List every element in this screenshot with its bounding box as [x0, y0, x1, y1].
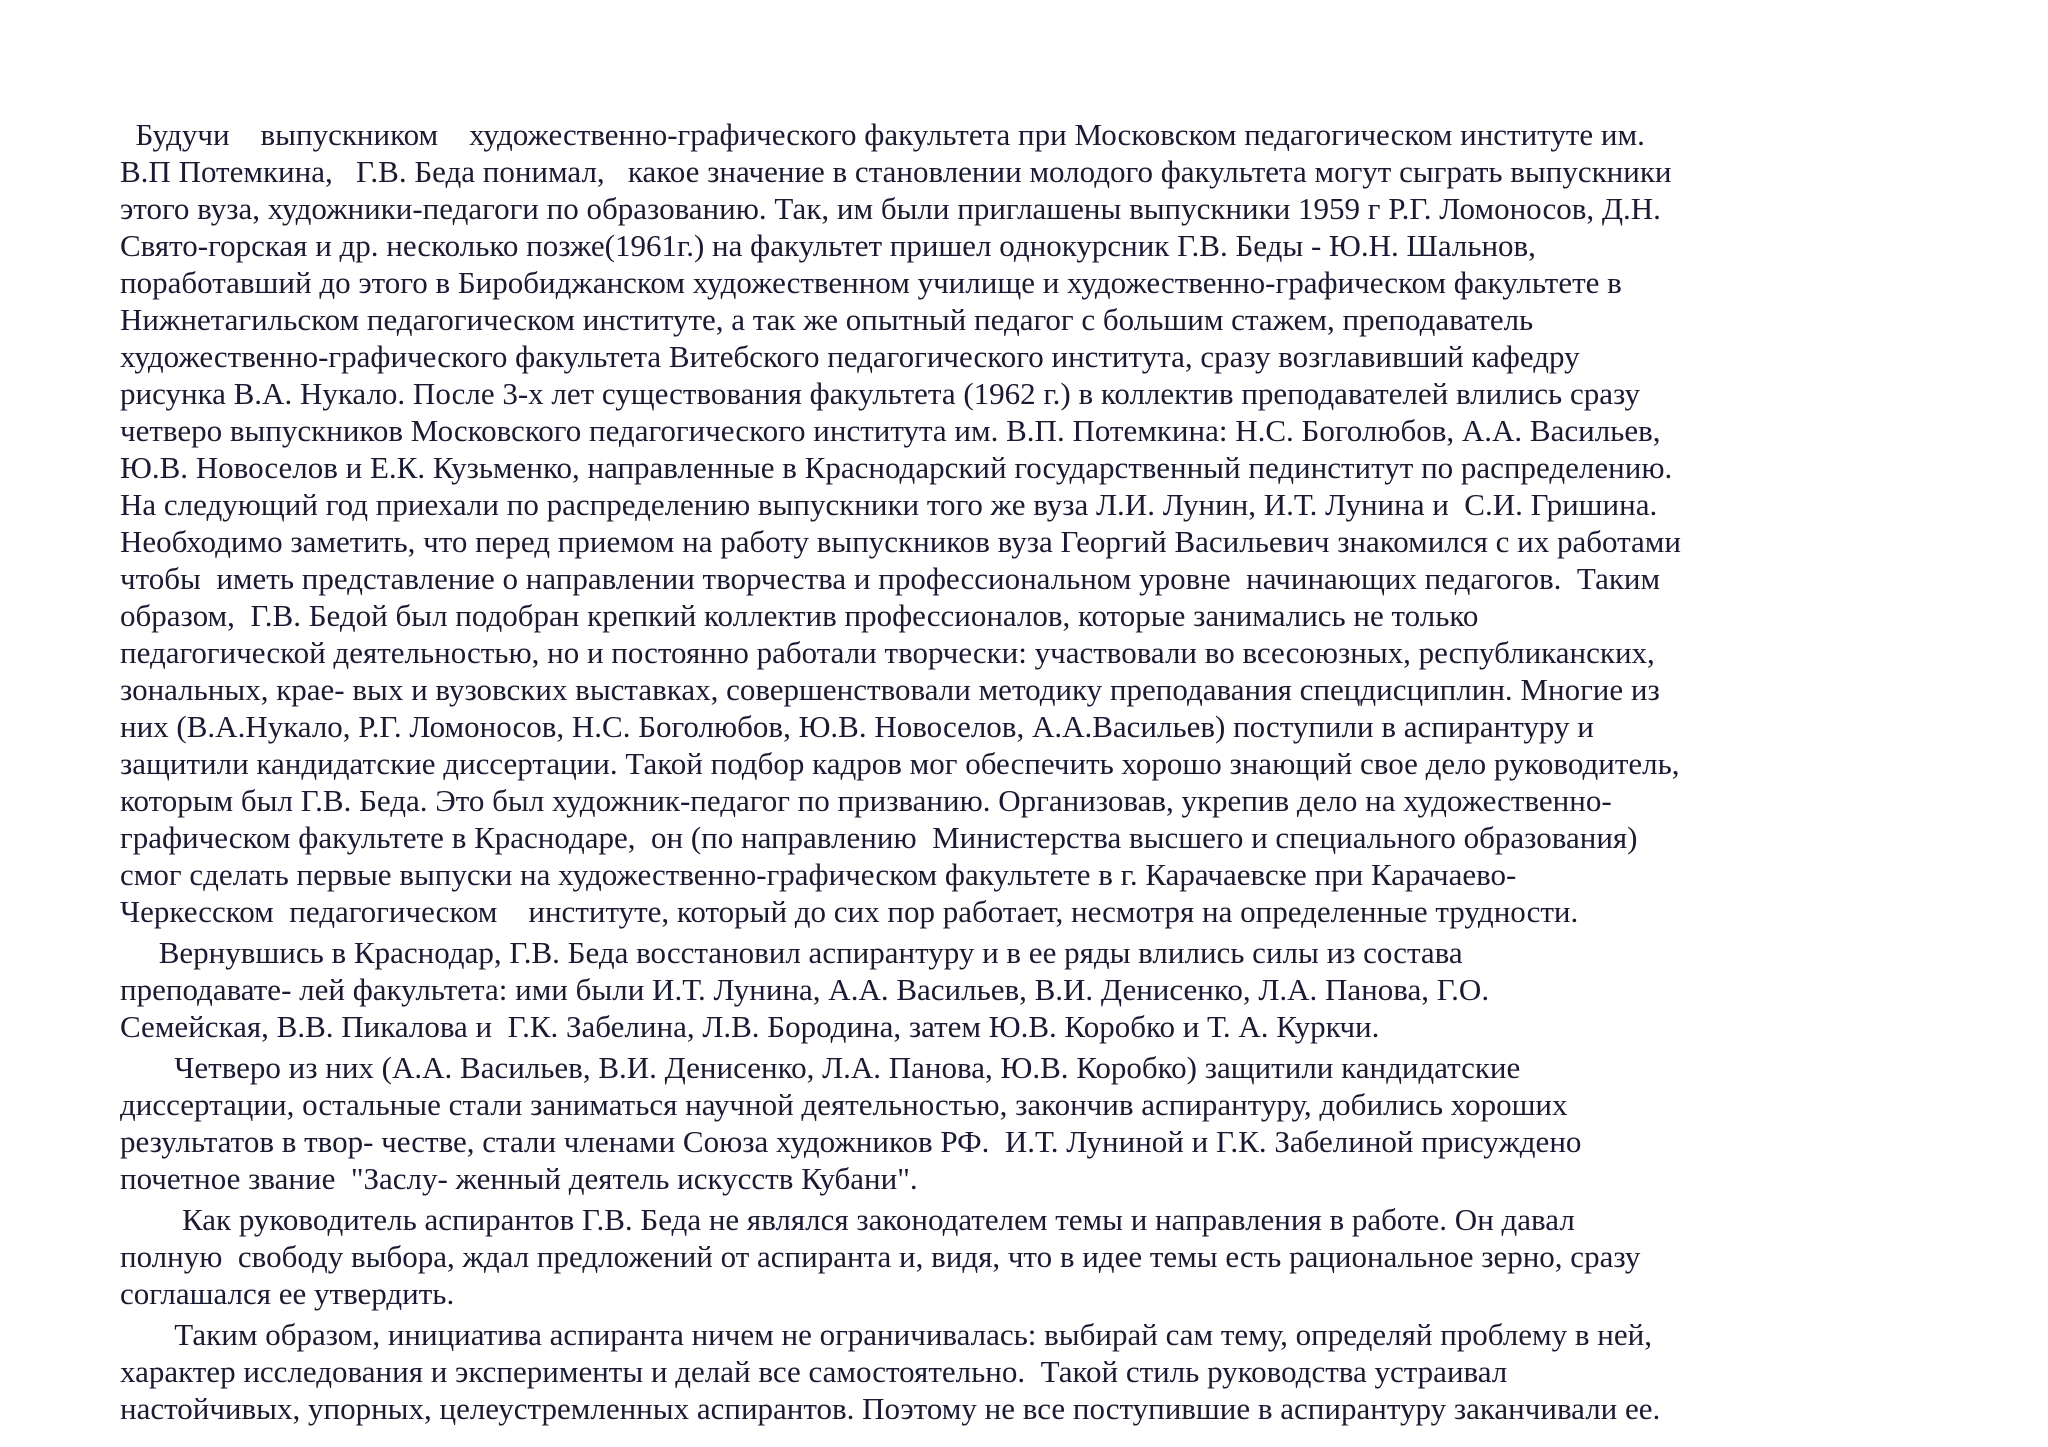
text-line: образом, Г.В. Бедой был подобран крепкий коллектив профессионалов, которые занимались не только: [120, 598, 1479, 633]
text-line: смог сделать первые выпуски на художественно-графическом факультете в г. Карачаевске при Карачаево-: [120, 857, 1517, 892]
text-line: художественно-графического факультета Витебского педагогического института, сразу возглавивший кафедру: [120, 339, 1580, 374]
text-line: чтобы иметь представление о направлении творчества и профессиональном уровне начинающих педагогов. Таким: [120, 561, 1661, 596]
text-line: На следующий год приехали по распределению выпускники того же вуза Л.И. Лунин, И.Т. Лунина и С.И. Гришина.: [120, 487, 1658, 522]
text-line: Будучи выпускником художественно-графического факультета при Московском педагогическом институте им.: [120, 117, 1645, 152]
text-line: них (В.А.Нукало, Р.Г. Ломоносов, Н.С. Боголюбов, Ю.В. Новоселов, А.А.Васильев) поступили в аспирантуру и: [120, 709, 1594, 744]
text-line: Свято-горская и др. несколько позже(1961г.) на факультет пришел однокурсник Г.В. Беды - Ю.Н. Шальнов,: [120, 228, 1536, 263]
text-line: соглашался ее утвердить.: [120, 1276, 455, 1311]
text-line: графическом факультете в Краснодаре, он (по направлению Министерства высшего и специального образования): [120, 820, 1638, 855]
text-line: Необходимо заметить, что перед приемом на работу выпускников вуза Георгий Васильевич знакомился с их работами: [120, 524, 1681, 559]
text-line: Ю.В. Новоселов и Е.К. Кузьменко, направленные в Краснодарский государственный пединститут по распределению.: [120, 450, 1673, 485]
text-line: Нижнетагильском педагогическом институте, а так же опытный педагог с большим стажем, преподаватель: [120, 302, 1534, 337]
text-line: защитили кандидатские диссертации. Такой подбор кадров мог обеспечить хорошо знающий свое дело руководитель,: [120, 746, 1680, 781]
text-line: результатов в твор- честве, стали членами Союза художников РФ. И.Т. Луниной и Г.К. Забелиной присуждено: [120, 1124, 1582, 1159]
text-line: преподавате- лей факультета: ими были И.Т. Лунина, А.А. Васильев, В.И. Денисенко, Л.А. Панова, Г.О.: [120, 972, 1490, 1007]
text-line: Черкесском педагогическом институте, который до сих пор работает, несмотря на определенные трудности.: [120, 894, 1579, 929]
text-line: Семейская, В.В. Пикалова и Г.К. Забелина, Л.В. Бородина, затем Ю.В. Коробко и Т. А. Куркчи.: [120, 1009, 1380, 1044]
document-body: [120, 116, 1920, 1427]
text-line: четверо выпускников Московского педагогического института им. В.П. Потемкина: Н.С. Боголюбов, А.А. Васильев,: [120, 413, 1661, 448]
text-line: Таким образом, инициатива аспиранта ничем не ограничивалась: выбирай сам тему, определяй проблему в ней,: [120, 1317, 1652, 1352]
paragraph: [120, 934, 1920, 1045]
text-line: Вернувшись в Краснодар, Г.В. Беда восстановил аспирантуру и в ее ряды влились силы из состава: [120, 935, 1463, 970]
text-line: Четверо из них (А.А. Васильев, В.И. Денисенко, Л.А. Панова, Ю.В. Коробко) защитили кандидатские: [120, 1050, 1521, 1085]
paragraph: [120, 1049, 1920, 1197]
paragraph: [120, 1201, 1920, 1312]
text-line: полную свободу выбора, ждал предложений от аспиранта и, видя, что в идее темы есть рациональное зерно, сразу: [120, 1239, 1641, 1274]
text-line: этого вуза, художники-педагоги по образованию. Так, им были приглашены выпускники 1959 г Р.Г. Ломоносов, Д.Н.: [120, 191, 1661, 226]
text-line: характер исследования и эксперименты и делай все самостоятельно. Такой стиль руководства устраивал: [120, 1354, 1508, 1389]
text-line: В.П Потемкина, Г.В. Беда понимал, какое значение в становлении молодого факультета могут сыграть выпускники: [120, 154, 1672, 189]
text-line: зональных, крае- вых и вузовских выставках, совершенствовали методику преподавания спецдисциплин. Многие из: [120, 672, 1660, 707]
text-line: Как руководитель аспирантов Г.В. Беда не являлся законодателем темы и направления в работе. Он давал: [120, 1202, 1575, 1237]
text-line: педагогической деятельностью, но и постоянно работали творчески: участвовали во всесоюзных, республиканских,: [120, 635, 1655, 670]
paragraph: [120, 1316, 1920, 1427]
text-line: рисунка В.А. Нукало. После 3-х лет существования факультета (1962 г.) в коллектив преподавателей влились сразу: [120, 376, 1641, 411]
text-line: почетное звание "Заслу- женный деятель искусств Кубани".: [120, 1161, 918, 1196]
paragraph: [120, 116, 1920, 930]
text-line: поработавший до этого в Биробиджанском художественном училище и художественно-графическом факультете в: [120, 265, 1622, 300]
text-line: диссертации, остальные стали заниматься научной деятельностью, закончив аспирантуру, добились хороших: [120, 1087, 1568, 1122]
text-line: которым был Г.В. Беда. Это был художник-педагог по призванию. Организовав, укрепив дело на художественно-: [120, 783, 1612, 818]
text-line: настойчивых, упорных, целеустремленных аспирантов. Поэтому не все поступившие в аспирантуру заканчивали ее.: [120, 1391, 1661, 1426]
